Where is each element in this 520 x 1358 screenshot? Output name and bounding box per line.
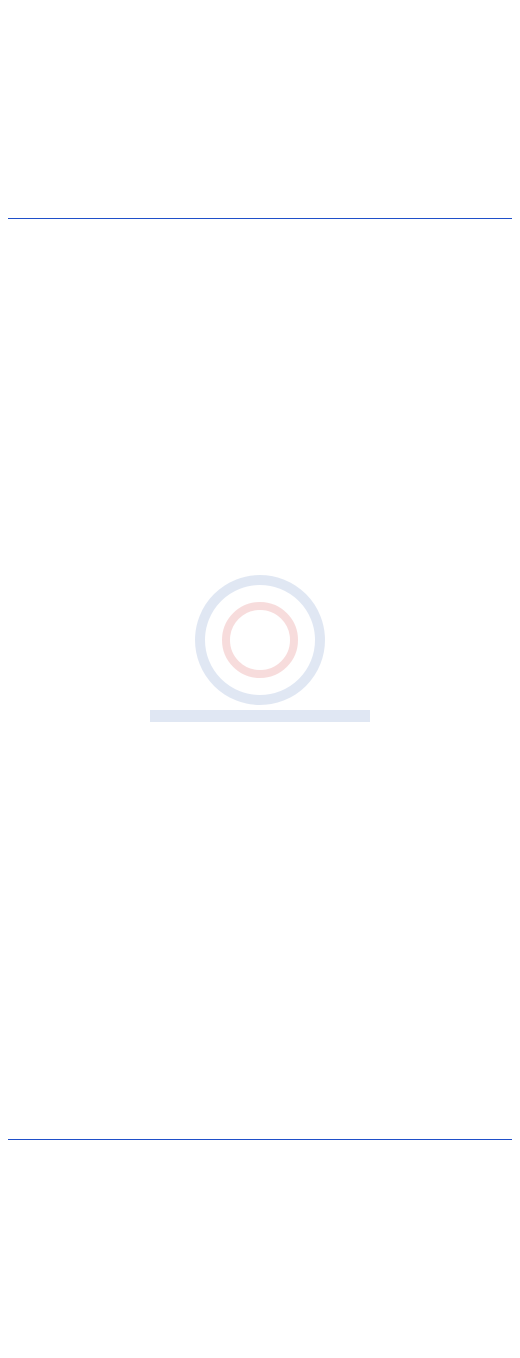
pull-quote	[8, 164, 512, 219]
article-paragraph	[8, 229, 512, 301]
article-paragraph	[8, 413, 512, 461]
article-paragraph	[8, 709, 512, 805]
article-paragraph	[8, 525, 512, 597]
article-paragraph	[8, 1310, 512, 1358]
article-paragraph	[8, 309, 512, 405]
article-paragraph	[8, 949, 512, 1021]
article-paragraph	[8, 469, 512, 517]
article-paragraph	[8, 1029, 512, 1077]
article-paragraph	[8, 4, 512, 76]
article-paragraph	[8, 1150, 512, 1222]
article-paragraph	[8, 813, 512, 861]
article-paragraph	[8, 605, 512, 701]
copyright-footer	[0, 1278, 520, 1298]
article-paragraph	[8, 84, 512, 156]
pull-quote	[8, 1085, 512, 1140]
article-paragraph	[8, 869, 512, 941]
